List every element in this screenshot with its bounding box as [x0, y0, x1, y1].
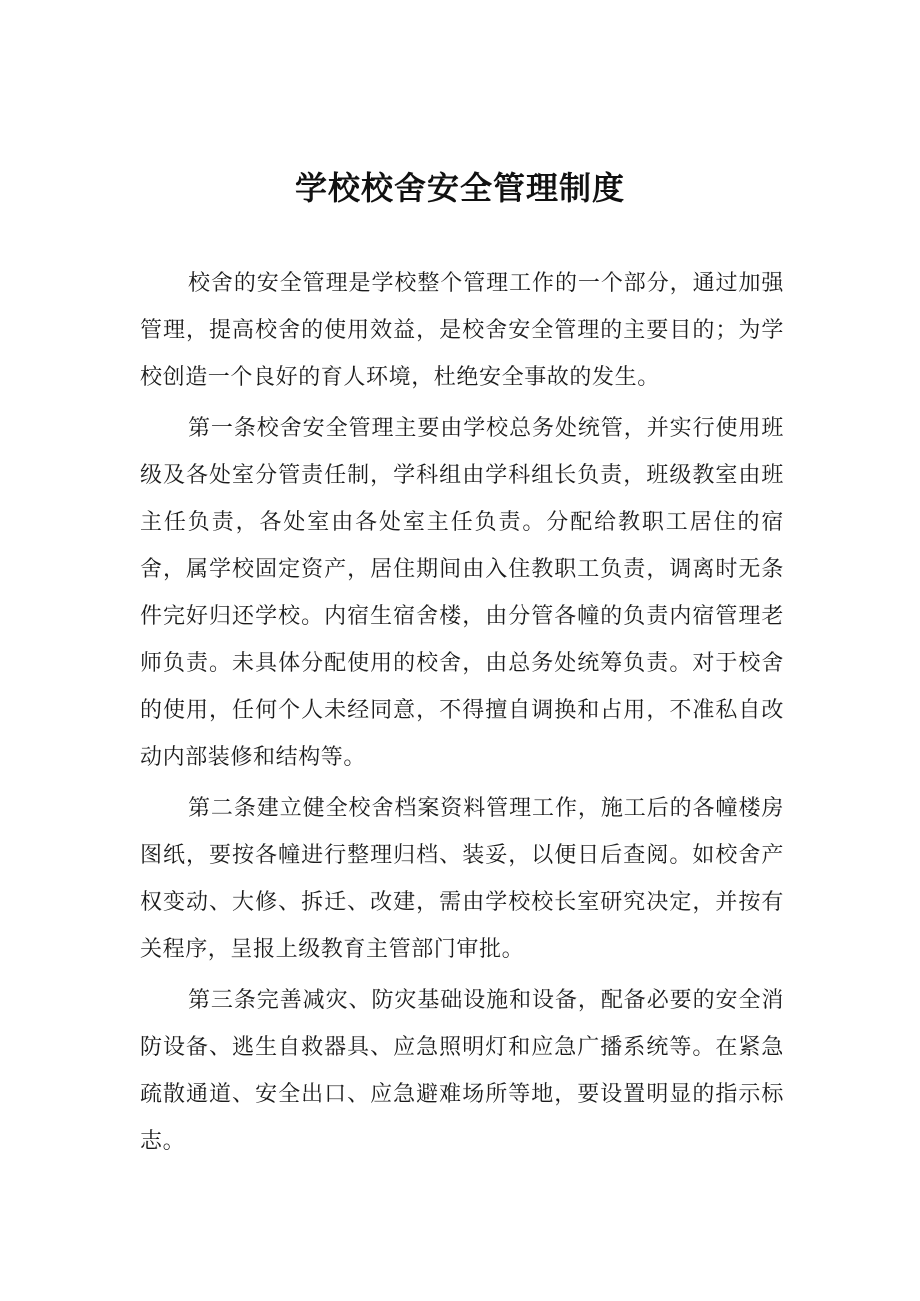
- document-title: 学校校舍安全管理制度: [294, 169, 625, 207]
- document-body: [140, 260, 784, 1169]
- intro-paragraph: 校舍的安全管理是学校整个管理工作的一个部分，通过加强管理，提高校舍的使用效益，是校舍安全管理的主要目的；为学校创造一个良好的育人环境，杜绝安全事故的发生。: [140, 271, 784, 390]
- article-3-paragraph: 第三条完善减灾、防灾基础设施和设备，配备必要的安全消防设备、逃生自救器具、应急照明灯和应急广播系统等。在紧急疏散通道、安全出口、应急避难场所等地，要设置明显的指示标志。: [140, 988, 784, 1154]
- article-1-paragraph: 第一条校舍安全管理主要由学校总务处统管，并实行使用班级及各处室分管责任制，学科组由学科组长负责，班级教室由班主任负责，各处室由各处室主任负责。分配给教职工居住的宿舍，属学校固定资产，居住期间由入住教职工负责，调离时无条件完好归还学校。内宿生宿舍楼，由分管各幢的负责内宿管理老师负责。未具体分配使用的校舍，由总务处统筹负责。对于校舍的使用，任何个人未经同意，不得擅自调换和占用，不准私自改动内部装修和结构等。: [140, 416, 784, 770]
- article-2-paragraph: 第二条建立健全校舍档案资料管理工作，施工后的各幢楼房图纸，要按各幢进行整理归档、装妥，以便日后查阅。如校舍产权变动、大修、拆迁、改建，需由学校校长室研究决定，并按有关程序，呈报上级教育主管部门审批。: [140, 796, 784, 962]
